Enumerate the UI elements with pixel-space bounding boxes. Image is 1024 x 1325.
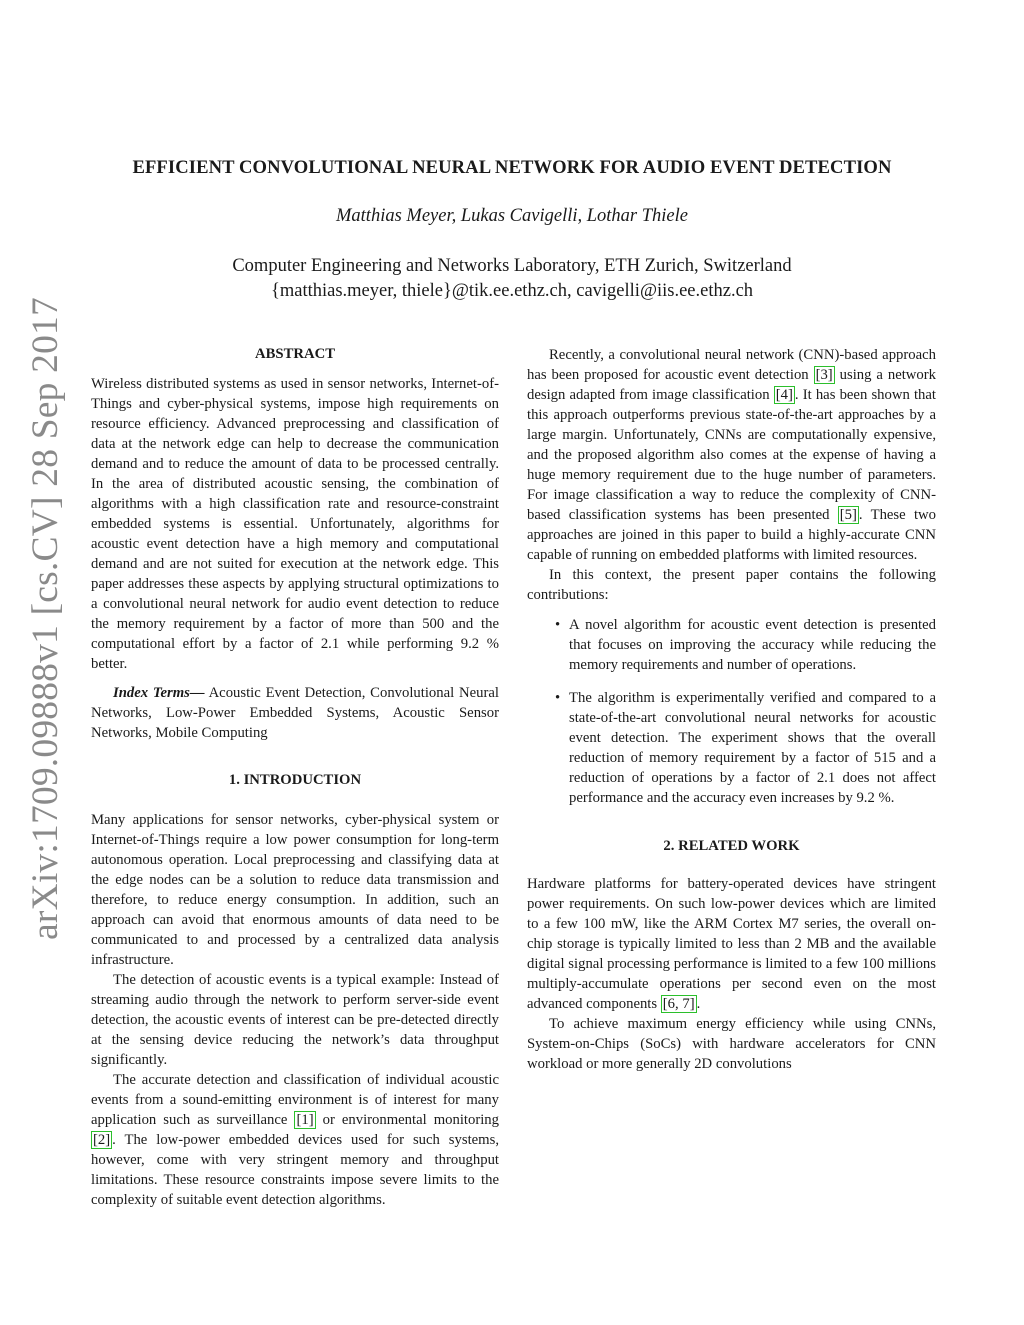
bullet-icon: • xyxy=(555,617,561,633)
affiliation-block xyxy=(0,254,1024,304)
contributions-list xyxy=(527,615,936,808)
intro-paragraph-1: Many applications for sensor networks, cyber-physical system or Internet-of-Things require a low power consumption for long-term autonomous operation. Local preprocessing and classifying data at the edge nodes can be a solution to reduce data transmission and therefore, to reduce energy consumption. In addition, such an approach can avoid that enormous amounts of data need to be communicated to and processed by a centralized data analysis infrastructure. xyxy=(91,812,499,968)
intro-p3-text-c: . The low-power embedded devices used for such systems, however, come with very stringent memory and throughput limitations. These resource constraints impose severe limits to the complexity of suitable event detection algorithms. xyxy=(91,1132,499,1208)
left-column xyxy=(91,344,499,1210)
citation-link-2[interactable]: [2] xyxy=(93,1132,111,1148)
right-column xyxy=(527,345,936,1074)
related-paragraph-1 xyxy=(527,874,936,1014)
citation-link-3[interactable]: [3] xyxy=(815,367,833,383)
index-terms-label: Index Terms— xyxy=(113,685,205,701)
intro-p4-text-c: . It has been shown that this approach outperforms previous state-of-the-art approaches by a large margin. Unfortunately, CNNs are computationally expensive, and the proposed algorithm also comes at the expense of having a huge memory requirement due to the huge number of parameters. For image classification a way to reduce the complexity of CNN-based classification systems has been presented xyxy=(527,387,936,523)
intro-p4-text-b: using a network design adapted from image classification xyxy=(527,367,936,403)
citation-link-5[interactable]: [5] xyxy=(839,507,857,523)
arxiv-identifier-stamp: arXiv:1709.09888v1 [cs.CV] 28 Sep 2017 xyxy=(25,297,66,940)
index-terms xyxy=(91,683,499,743)
abstract-text: Wireless distributed systems as used in sensor networks, Internet-of-Things and cyber-physical systems, impose high requirements on resource efficiency. Advanced preprocessing and classification of data at the network edge can help to decrease the communication demand and to reduce the amount of data to be processed centrally. In the area of distributed acoustic sensing, the combination of algorithms with a high classification rate and resource-constraint embedded systems is essential. Unfortunately, algorithms for acoustic event detection have a high memory and computational demand and are not suited for execution at the network edge. This paper addresses these aspects by applying structural optimizations to a convolutional neural network for audio event detection to reduce the memory requirement by a factor of more than 500 and the computational effort by a factor of 2.1 while performing 9.2 % better. xyxy=(91,376,499,672)
intro-paragraph-5: In this context, the present paper contains the following contributions: xyxy=(527,567,936,603)
author-emails: {matthias.meyer, thiele}@tik.ee.ethz.ch, cavigelli@iis.ee.ethz.ch xyxy=(270,281,754,301)
intro-paragraph-2: The detection of acoustic events is a typical example: Instead of streaming audio through the network to perform server-side event detection, the acoustic events of interest can be pre-detected directly at the sensing device reducing the network’s data throughput significantly. xyxy=(91,972,499,1068)
citation-link-6-7[interactable]: [6, 7] xyxy=(662,996,695,1012)
related-p1-text-a: Hardware platforms for battery-operated devices have stringent power requirements. On such low-power devices which are limited to a few 100 mW, like the ARM Cortex M7 series, the overall on-chip storage is typically limited to less than 2 MB and the available digital signal processing performance is limited to a few 100 millions multiply-accumulate operations per second even on the most advanced components xyxy=(527,876,936,1012)
intro-paragraph-4 xyxy=(527,345,936,565)
intro-p4-text-a: Recently, a convolutional neural network (CNN)-based approach has been proposed for acoustic event detection xyxy=(527,347,936,383)
intro-p3-text-b: or environmental monitoring xyxy=(315,1112,499,1128)
paper-title: EFFICIENT CONVOLUTIONAL NEURAL NETWORK FOR AUDIO EVENT DETECTION xyxy=(132,157,892,178)
contribution-text: The algorithm is experimentally verified and compared to a state-of-the-art convolutional neural networks for acoustic event detection. The experiment shows that the overall reduction of memory requirement by a factor of 515 and a reduction of operations by a factor of 2.1 does not affect performance and the accuracy even increases by 9.2 %. xyxy=(569,690,936,806)
introduction-heading: 1. INTRODUCTION xyxy=(228,772,362,788)
citation-link-1[interactable]: [1] xyxy=(296,1112,314,1128)
related-work-heading: 2. RELATED WORK xyxy=(663,838,800,854)
contribution-text: A novel algorithm for acoustic event detection is presented that focuses on improving the accuracy while reducing the memory requirements and number of operations. xyxy=(569,617,936,673)
bullet-icon: • xyxy=(555,690,561,706)
related-paragraph-2: To achieve maximum energy efficiency while using CNNs, System-on-Chips (SoCs) with hardware accelerators for CNN workload or more generally 2D convolutions xyxy=(527,1016,936,1072)
list-item xyxy=(527,688,936,808)
intro-paragraph-3 xyxy=(91,1070,499,1210)
citation-link-4[interactable]: [4] xyxy=(775,387,793,403)
index-terms-text: Acoustic Event Detection, Convolutional Neural Networks, Low-Power Embedded Systems, Acoustic Sensor Networks, Mobile Computing xyxy=(91,685,499,741)
list-item xyxy=(527,615,936,675)
author-list: Matthias Meyer, Lukas Cavigelli, Lothar Thiele xyxy=(336,206,688,226)
related-p1-text-b: . xyxy=(696,996,701,1012)
abstract-heading: ABSTRACT xyxy=(255,346,335,362)
intro-p3-text-a: The accurate detection and classification of individual acoustic events from a sound-emitting environment is of interest for many application such as surveillance xyxy=(91,1072,499,1128)
affiliation: Computer Engineering and Networks Laboratory, ETH Zurich, Switzerland xyxy=(232,256,792,276)
intro-p4-text-d: . These two approaches are joined in this paper to build a highly-accurate CNN capable of running on embedded platforms with limited resources. xyxy=(527,507,936,563)
